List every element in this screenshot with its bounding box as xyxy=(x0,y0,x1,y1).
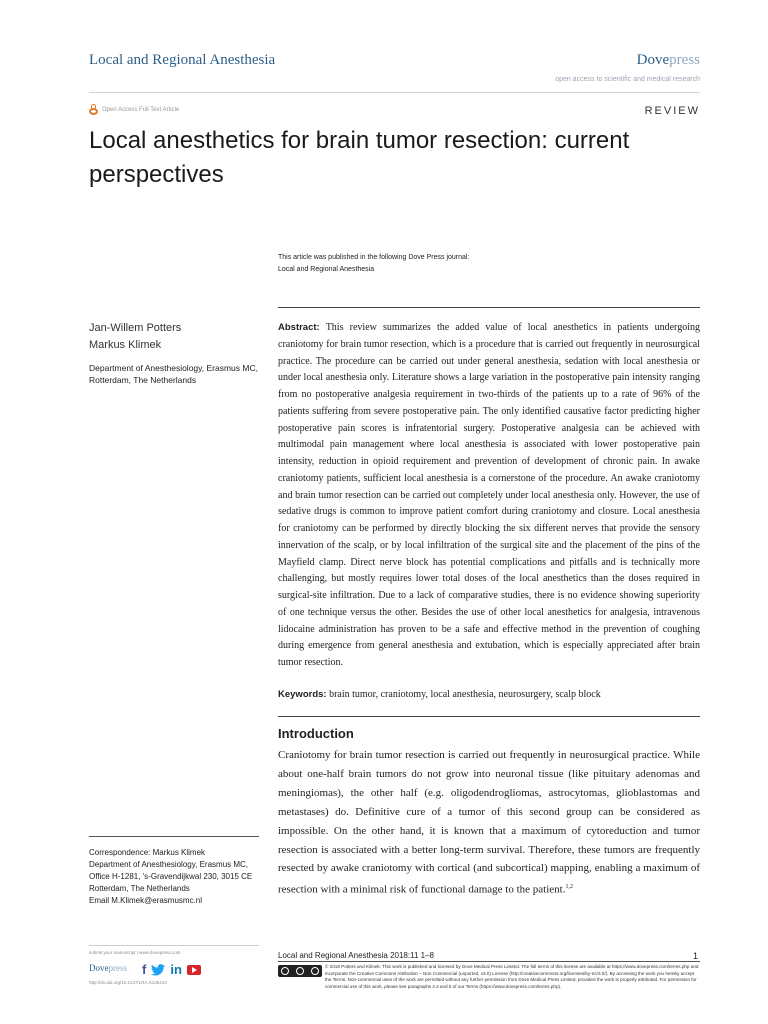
creative-commons-icon[interactable] xyxy=(278,965,322,977)
linkedin-icon[interactable]: in xyxy=(170,962,182,977)
author-affiliation: Department of Anesthesiology, Erasmus MC, Rotterdam, The Netherlands xyxy=(89,363,258,385)
abstract-label: Abstract: xyxy=(278,322,320,333)
correspondence xyxy=(89,847,267,907)
article-title: Local anesthetics for brain tumor resection: current perspectives xyxy=(89,127,630,188)
citation-reference[interactable]: 1,2 xyxy=(565,884,573,891)
publisher-logo[interactable] xyxy=(637,52,700,69)
abstract-divider xyxy=(278,307,700,308)
open-access-badge xyxy=(89,104,179,115)
publication-note-journal[interactable]: Local and Regional Anesthesia xyxy=(278,266,375,273)
publisher-tagline: open access to scientific and medical research xyxy=(555,76,700,83)
footer-publisher-logo[interactable] xyxy=(89,963,127,973)
youtube-icon[interactable] xyxy=(187,965,201,975)
page-number: 1 xyxy=(692,951,698,961)
article-type: REVIEW xyxy=(644,105,700,117)
publisher-logo-bold: Dove xyxy=(636,52,670,68)
footer-divider-right xyxy=(278,961,700,962)
journal-name[interactable]: Local and Regional Anesthesia xyxy=(89,52,276,68)
keywords-text: brain tumor, craniotomy, local anesthesia, neurosurgery, scalp block xyxy=(329,689,601,700)
publisher-logo-light: press xyxy=(669,52,700,68)
social-links xyxy=(142,962,201,977)
correspondence-name: Correspondence: Markus Klimek xyxy=(89,848,206,857)
publication-note-line1: This article was published in the following Dove Press journal: xyxy=(278,254,470,261)
header-divider xyxy=(89,92,700,93)
keywords-label: Keywords: xyxy=(278,689,327,700)
publication-note xyxy=(278,252,469,276)
correspondence-divider xyxy=(89,836,259,837)
footer-logo-light: press xyxy=(108,963,127,973)
abstract xyxy=(278,320,700,672)
correspondence-email[interactable]: Email M.Klimek@erasmusmc.nl xyxy=(89,896,203,905)
abstract-text: This review summarizes the added value of local anesthetics in patients undergoing craniotomy for brain tumor resection, which is a procedure that is carried out frequently in neurosurgical practice. The procedure can be carried out under general anesthesia, sedation with local anesthesia or under local anesthesia only. Literature shows a large variation in the postoperative pain intensity ranging from no postoperative analgesia requirement in two-thirds of the patients up to a rate of 96% of the patients suffering from severe postoperative pain. The only identified causative factor predicting higher postoperative pain scores is infratentorial surgery. Postoperative analgesia can be achieved with multimodal pain management where local anesthesia is associated with lower postoperative pain intensity, reduction in opioid requirement and prevention of development of chronic pain. In awake craniotomy patients, sufficient local anesthesia is a cornerstone of the procedure. An awake craniotomy and brain tumor resection can be carried out completely under local anesthesia only. However, the use of sedative drugs is common to improve patient comfort during craniotomy and closure. Local anesthesia for craniotomy can be performed by directly blocking the six different nerves that provide the sensory innervation of the scalp, or by local infiltration of the surgical site and the placement of the pins of the Mayfield clamp. Direct nerve block has potential complications and pitfalls and is technically more challenging, but mostly requires lower total doses of the local anesthetics than the doses required in surgical-site infiltration. Due to a lack of comparative studies, there is no evidence showing superiority of one technique versus the other. Besides the use of other local anesthetics for analgesia, intravenous lidocaine administration has proven to be a safe and effective method in the prevention of coughing during emergence from general anesthesia and extubation, which is especially appreciated after brain tumor resection. xyxy=(278,322,700,668)
license-text: © 2018 Potters and Klimek. This work is published and licensed by Dove Medical Press Limited. The full terms of this license are available at https://www.dovepress.com/terms.php and incorporate the Creative Commons Attribution – Non Commercial (unported, v3.0) License (http://creativecommons.org/licenses/by-nc/3.0/). By accessing the work you hereby accept the Terms. Non-commercial uses of the work are permitted without any further permission from Dove Medical Press Limited, provided the work is properly attributed. For permission for commercial use of this work, please see paragraphs 4.2 and 5 of our Terms (https://www.dovepress.com/terms.php). xyxy=(325,964,699,989)
submit-manuscript-link[interactable]: submit your manuscript | www.dovepress.com xyxy=(89,950,181,955)
footer-citation: Local and Regional Anesthesia 2018:11 1–8 xyxy=(278,951,434,960)
introduction-divider xyxy=(278,716,700,717)
author-list xyxy=(89,320,181,354)
doi-link[interactable]: http://dx.doi.org/10.2147/LRA.S135413 xyxy=(89,980,167,985)
author-name[interactable]: Jan-Willem Potters xyxy=(89,322,182,334)
footer-divider-left xyxy=(89,945,259,946)
open-access-label: Open Access Full Text Article xyxy=(102,106,180,113)
introduction-paragraph: Craniotomy for brain tumor resection is carried out frequently in neurosurgical practice. While about one-half brain tumors do not grow into neuronal tissue (like pituitary adenomas and meningiomas), the other half (e.g. oligodendrogliomas, astrocytomas, glioblastomas and metastases) do. Definitive cure of a tumor of this second group can be considered as impossible. On the other hand, it is known that a maximum of cytoreduction and tumor resection is associated with a better long-term survival. Therefore, these tumors are frequently resected by awake craniotomy with cortical (and subcortical) mapping, enabling a maximum of resection with a minimal risk of functional damage to the patient. xyxy=(278,749,700,896)
footer-logo-bold: Dove xyxy=(89,963,109,973)
correspondence-address: Department of Anesthesiology, Erasmus MC, Office H-1281, 's-Gravendijkwal 230, 3015 CE Rotterdam, The Netherlands xyxy=(89,860,253,893)
introduction-text xyxy=(278,746,700,900)
author-name[interactable]: Markus Klimek xyxy=(89,339,162,351)
open-access-lock-icon xyxy=(89,104,98,115)
keywords xyxy=(278,689,700,700)
introduction-heading: Introduction xyxy=(278,726,354,741)
twitter-icon[interactable] xyxy=(151,964,165,976)
facebook-icon[interactable]: f xyxy=(142,962,147,977)
